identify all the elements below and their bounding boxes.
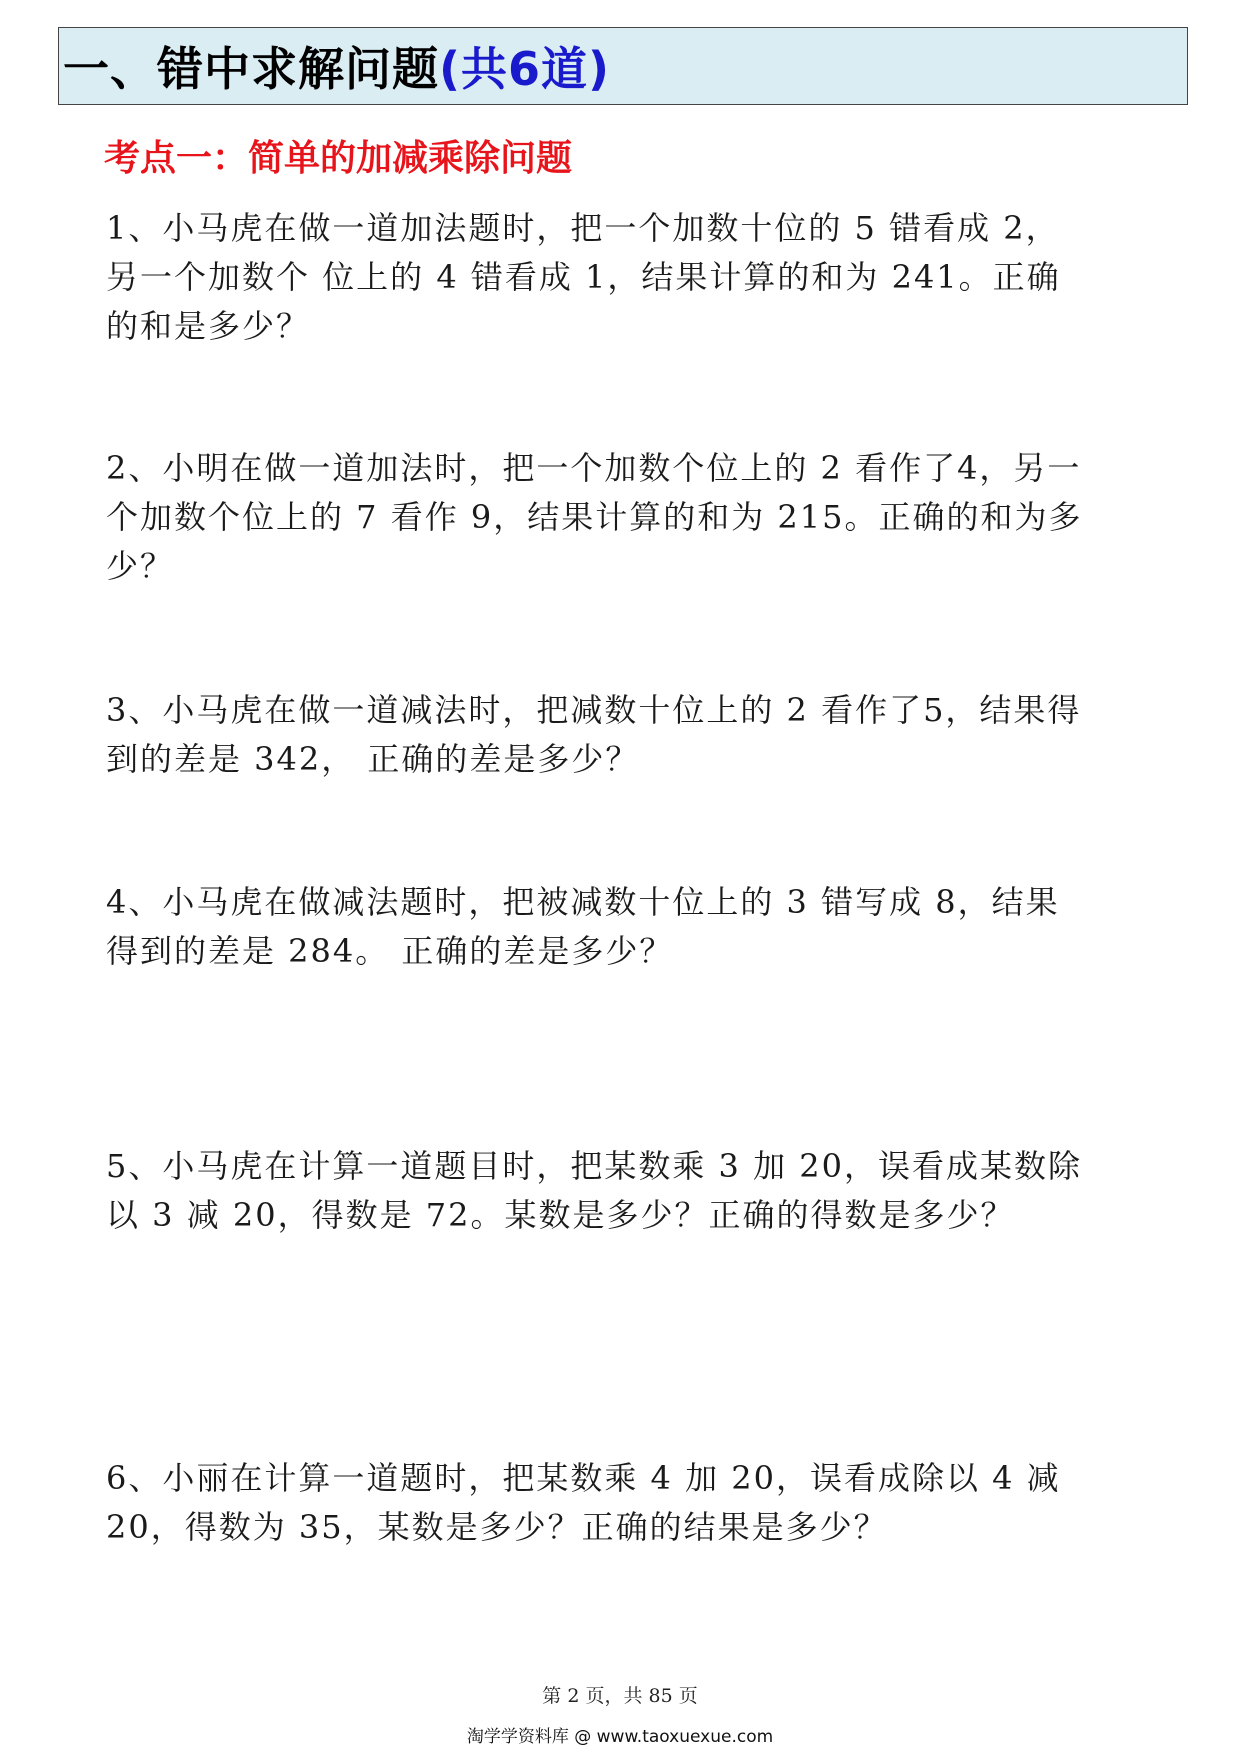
page-title: 一、错中求解问题 (63, 42, 439, 96)
question-1: 1、小马虎在做一道加法题时，把一个加数十位的 5 错看成 2，另一个加数个 位上的 4 错看成 1，结果计算的和为 241。正确的和是多少？ (106, 209, 1061, 345)
question-2: 2、小明在做一道加法时，把一个加数个位上的 2 看作了4，另一个加数个位上的 7 看作 9，结果计算的和为 215。正确的和为多少？ (106, 449, 1083, 585)
page-number: 第 2 页，共 85 页 (542, 1685, 698, 1707)
title-banner (58, 27, 1188, 105)
question-3: 3、小马虎在做一道减法时，把减数十位上的 2 看作了5，结果得到的差是 342， 正确的差是多少？ (106, 691, 1082, 778)
site-watermark: 淘学学资料库 @ www.taoxuexue.com (466, 1727, 774, 1747)
question-5: 5、小马虎在计算一道题目时，把某数乘 3 加 20，误看成某数除以 3 减 20，得数是 72。某数是多少？正确的得数是多少？ (106, 1147, 1082, 1234)
question-4: 4、小马虎在做减法题时，把被减数十位上的 3 错写成 8，结果得到的差是 284。 正确的差是多少？ (106, 883, 1060, 970)
question-count: (共6道) (439, 42, 611, 96)
question-6: 6、小丽在计算一道题时，把某数乘 4 加 20，误看成除以 4 减 20，得数为 35，某数是多少？正确的结果是多少？ (106, 1459, 1061, 1546)
section-heading: 考点一：简单的加减乘除问题 (104, 138, 573, 179)
